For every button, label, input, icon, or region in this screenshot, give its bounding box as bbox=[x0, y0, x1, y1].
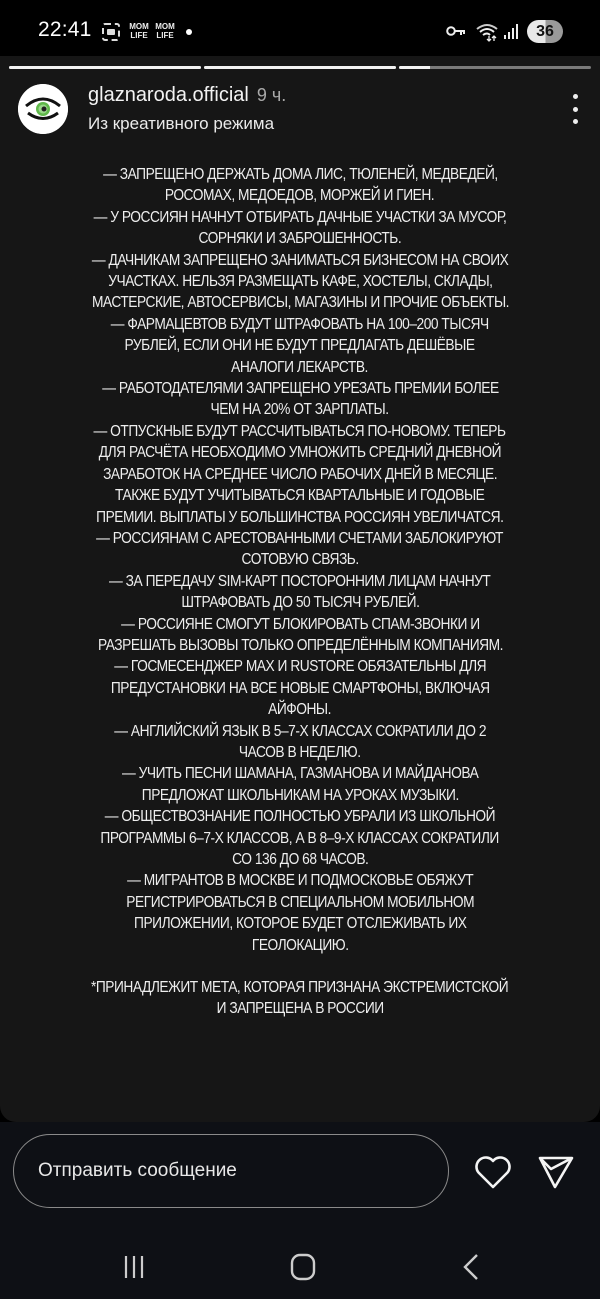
screenshot-icon bbox=[102, 23, 120, 41]
story-text-line bbox=[20, 164, 580, 185]
story-text-line bbox=[20, 378, 580, 399]
mom-life-icon: MOM LIFE bbox=[129, 22, 149, 40]
story-text-line bbox=[20, 763, 580, 784]
story-text-line-content: ЧАСОВ В НЕДЕЛЮ. bbox=[239, 743, 361, 761]
account-username[interactable] bbox=[88, 84, 286, 107]
story-text-line bbox=[20, 785, 580, 806]
signal-icon bbox=[504, 23, 518, 39]
home-icon[interactable] bbox=[283, 1252, 323, 1282]
story-text-line bbox=[20, 571, 580, 592]
footnote-line-content: И ЗАПРЕЩЕНА В РОССИИ bbox=[216, 1000, 384, 1018]
story-text-line-content: — РОССИЯНАМ С АРЕСТОВАННЫМИ СЧЕТАМИ ЗАБЛОКИРУЮТ bbox=[96, 529, 504, 547]
battery-indicator: 36 bbox=[527, 20, 563, 43]
username-text[interactable]: glaznaroda.official bbox=[88, 84, 249, 106]
story-text-line-content: — УЧИТЬ ПЕСНИ ШАМАНА, ГАЗМАНОВА И МАЙДАНОВА bbox=[121, 765, 479, 783]
progress-segment bbox=[399, 66, 591, 69]
story-text-line bbox=[20, 656, 580, 677]
footnote-line bbox=[20, 998, 580, 1019]
story-text-line bbox=[20, 721, 580, 742]
mom-life-icon: MOM LIFE bbox=[155, 22, 175, 40]
story-text-line bbox=[20, 549, 580, 570]
story-text-line bbox=[20, 870, 580, 891]
story-text-line bbox=[20, 207, 580, 228]
story-text-line bbox=[20, 421, 580, 442]
story-text-line-content: — РОССИЯНЕ СМОГУТ БЛОКИРОВАТЬ СПАМ-ЗВОНКИ И bbox=[120, 615, 480, 633]
post-time: 9 ч. bbox=[256, 85, 287, 105]
story-text-line bbox=[20, 399, 580, 420]
status-time: 22:41 bbox=[38, 18, 92, 41]
story-text-line bbox=[20, 913, 580, 934]
story-text-line bbox=[20, 892, 580, 913]
story-text-line-content: ГЕОЛОКАЦИЮ. bbox=[251, 936, 349, 954]
story-text-line-content: — РАБОТОДАТЕЛЯМИ ЗАПРЕЩЕНО УРЕЗАТЬ ПРЕМИИ БОЛЕЕ bbox=[101, 380, 499, 398]
story-text-line-content: РОСОМАХ, МЕДОЕДОВ, МОРЖЕЙ И ГИЕН. bbox=[165, 187, 435, 205]
story-text-line bbox=[20, 528, 580, 549]
send-message-input[interactable] bbox=[38, 1135, 428, 1207]
footnote-line bbox=[20, 977, 580, 998]
story-viewer[interactable] bbox=[0, 56, 600, 1122]
story-text-line-content: РЕГИСТРИРОВАТЬСЯ В СПЕЦИАЛЬНОМ МОБИЛЬНОМ bbox=[126, 893, 474, 911]
story-text-line-content: ШТРАФОВАТЬ ДО 50 ТЫСЯЧ РУБЛЕЙ. bbox=[180, 594, 420, 612]
wifi-icon bbox=[476, 22, 498, 42]
story-text-line-content: АНАЛОГИ ЛЕКАРСТВ. bbox=[231, 358, 369, 376]
story-text-line bbox=[20, 357, 580, 378]
story-text-line-content: — ЗА ПЕРЕДАЧУ SIM-КАРТ ПОСТОРОННИМ ЛИЦАМ НАЧНУТ bbox=[109, 572, 491, 590]
story-text-line-content: СОРНЯКИ И ЗАБРОШЕННОСТЬ. bbox=[198, 230, 402, 248]
more-options-button[interactable] bbox=[570, 94, 580, 124]
story-text-line bbox=[20, 442, 580, 463]
story-text-line-content: ПРОГРАММЫ 6–7-Х КЛАССОВ, А В 8–9-Х КЛАССАХ СОКРАТИЛИ bbox=[100, 829, 500, 847]
story-progress-bar bbox=[9, 66, 591, 69]
story-text-line bbox=[20, 935, 580, 956]
status-bar bbox=[0, 0, 600, 56]
avatar[interactable] bbox=[18, 84, 68, 134]
story-header bbox=[18, 84, 582, 140]
story-text-line-content: — ОТПУСКНЫЕ БУДУТ РАССЧИТЫВАТЬСЯ ПО-НОВОМУ. ТЕПЕРЬ bbox=[93, 422, 506, 440]
story-text-line-content: — У РОССИЯН НАЧНУТ ОТБИРАТЬ ДАЧНЫЕ УЧАСТКИ ЗА МУСОР, bbox=[93, 208, 507, 226]
send-icon[interactable] bbox=[537, 1154, 575, 1190]
system-nav-bar bbox=[0, 1240, 600, 1299]
progress-segment bbox=[9, 66, 201, 69]
story-text-line-content: ПРЕМИИ. ВЫПЛАТЫ У БОЛЬШИНСТВА РОССИЯН УВЕЛИЧАТСЯ. bbox=[96, 508, 504, 526]
story-text-line-content: РАЗРЕШАТЬ ВЫЗОВЫ ТОЛЬКО ОПРЕДЕЛЁННЫМ КОМПАНИЯМ. bbox=[97, 636, 503, 654]
story-text-line bbox=[20, 228, 580, 249]
story-text-line-content: — ФАРМАЦЕВТОВ БУДУТ ШТРАФОВАТЬ НА 100–200 ТЫСЯЧ bbox=[111, 315, 489, 333]
story-text-line bbox=[20, 678, 580, 699]
story-text-line-content: — ЗАПРЕЩЕНО ДЕРЖАТЬ ДОМА ЛИС, ТЮЛЕНЕЙ, МЕДВЕДЕЙ, bbox=[102, 166, 498, 183]
more-dot-icon bbox=[573, 107, 578, 112]
story-text-line-content: ПРЕДУСТАНОВКИ НА ВСЕ НОВЫЕ СМАРТФОНЫ, ВКЛЮЧАЯ bbox=[110, 679, 490, 697]
story-text-line-content: СОТОВУЮ СВЯЗЬ. bbox=[241, 551, 359, 569]
story-text-line-content: ДЛЯ РАСЧЁТА НЕОБХОДИМО УМНОЖИТЬ СРЕДНИЙ ДНЕВНОЙ bbox=[98, 444, 502, 462]
story-text-line bbox=[20, 292, 580, 313]
story-text-line bbox=[20, 806, 580, 827]
story-text-line bbox=[20, 250, 580, 271]
story-text-line-content: МАСТЕРСКИЕ, АВТОСЕРВИСЫ, МАГАЗИНЫ И ПРОЧИЕ ОБЪЕКТЫ. bbox=[91, 294, 509, 312]
story-text-line-content: ЧЕМ НА 20% ОТ ЗАРПЛАТЫ. bbox=[210, 401, 390, 419]
story-text-line bbox=[20, 335, 580, 356]
story-text-line-content: — АНГЛИЙСКИЙ ЯЗЫК В 5–7-Х КЛАССАХ СОКРАТИЛИ ДО 2 bbox=[114, 722, 486, 740]
story-text-line-content: — ОБЩЕСТВОЗНАНИЕ ПОЛНОСТЬЮ УБРАЛИ ИЗ ШКОЛЬНОЙ bbox=[104, 808, 496, 826]
story-text-line-content: — ГОСМЕСЕНДЖЕР MAX И RUSTORE ОБЯЗАТЕЛЬНЫ ДЛЯ bbox=[114, 658, 486, 676]
story-text-line bbox=[20, 185, 580, 206]
story-text-line bbox=[20, 742, 580, 763]
footnote bbox=[20, 977, 580, 1020]
notification-dot-icon bbox=[186, 29, 192, 35]
back-icon[interactable] bbox=[451, 1252, 491, 1282]
story-text-line bbox=[20, 635, 580, 656]
story-text-line-content: ТАКЖЕ БУДУТ УЧИТЫВАТЬСЯ КВАРТАЛЬНЫЕ И ГОДОВЫЕ bbox=[115, 487, 485, 505]
story-text-line bbox=[20, 485, 580, 506]
more-dot-icon bbox=[573, 119, 578, 124]
story-text-line-content: ПРИЛОЖЕНИИ, КОТОРОЕ БУДЕТ ОТСЛЕЖИВАТЬ ИХ bbox=[133, 915, 467, 933]
story-text-line bbox=[20, 828, 580, 849]
story-text-line-content: — МИГРАНТОВ В МОСКВЕ И ПОДМОСКОВЬЕ ОБЯЖУТ bbox=[126, 872, 474, 890]
story-text-line-content: СО 136 ДО 68 ЧАСОВ. bbox=[231, 851, 369, 868]
story-text-line bbox=[20, 464, 580, 485]
progress-segment bbox=[204, 66, 396, 69]
story-text-line bbox=[20, 314, 580, 335]
story-text-line bbox=[20, 271, 580, 292]
recent-apps-icon[interactable] bbox=[114, 1252, 154, 1282]
story-text-line bbox=[20, 849, 580, 870]
message-field-container[interactable] bbox=[13, 1134, 449, 1208]
heart-icon[interactable] bbox=[473, 1154, 513, 1190]
story-text-line bbox=[20, 614, 580, 635]
vpn-key-icon bbox=[446, 24, 466, 38]
story-text-line bbox=[20, 507, 580, 528]
story-text-line-content: ЗАРАБОТОК НА СРЕДНЕЕ ЧИСЛО РАБОЧИХ ДНЕЙ В МЕСЯЦЕ. bbox=[102, 465, 498, 483]
story-text-line-content: РУБЛЕЙ, ЕСЛИ ОНИ НЕ БУДУТ ПРЕДЛАГАТЬ ДЕШЁВЫЕ bbox=[124, 337, 476, 355]
story-text-line-content: АЙФОНЫ. bbox=[268, 701, 332, 719]
story-text-line bbox=[20, 699, 580, 720]
story-text-line-content: УЧАСТКАХ. НЕЛЬЗЯ РАЗМЕЩАТЬ КАФЕ, ХОСТЕЛЫ, СКЛАДЫ, bbox=[107, 273, 493, 291]
eye-logo-icon bbox=[18, 84, 68, 134]
story-text-line-content: ПРЕДЛОЖАТ ШКОЛЬНИКАМ НА УРОКАХ МУЗЫКИ. bbox=[141, 786, 459, 804]
footnote-line-content: *ПРИНАДЛЕЖИТ МЕТА, КОТОРАЯ ПРИЗНАНА ЭКСТРЕМИСТСКОЙ bbox=[91, 979, 509, 997]
more-dot-icon bbox=[573, 94, 578, 99]
story-text bbox=[20, 164, 580, 1020]
story-source-label: Из креативного режима bbox=[88, 114, 275, 133]
story-text-line-content: — ДАЧНИКАМ ЗАПРЕЩЕНО ЗАНИМАТЬСЯ БИЗНЕСОМ НА СВОИХ bbox=[91, 251, 509, 269]
story-text-line bbox=[20, 592, 580, 613]
